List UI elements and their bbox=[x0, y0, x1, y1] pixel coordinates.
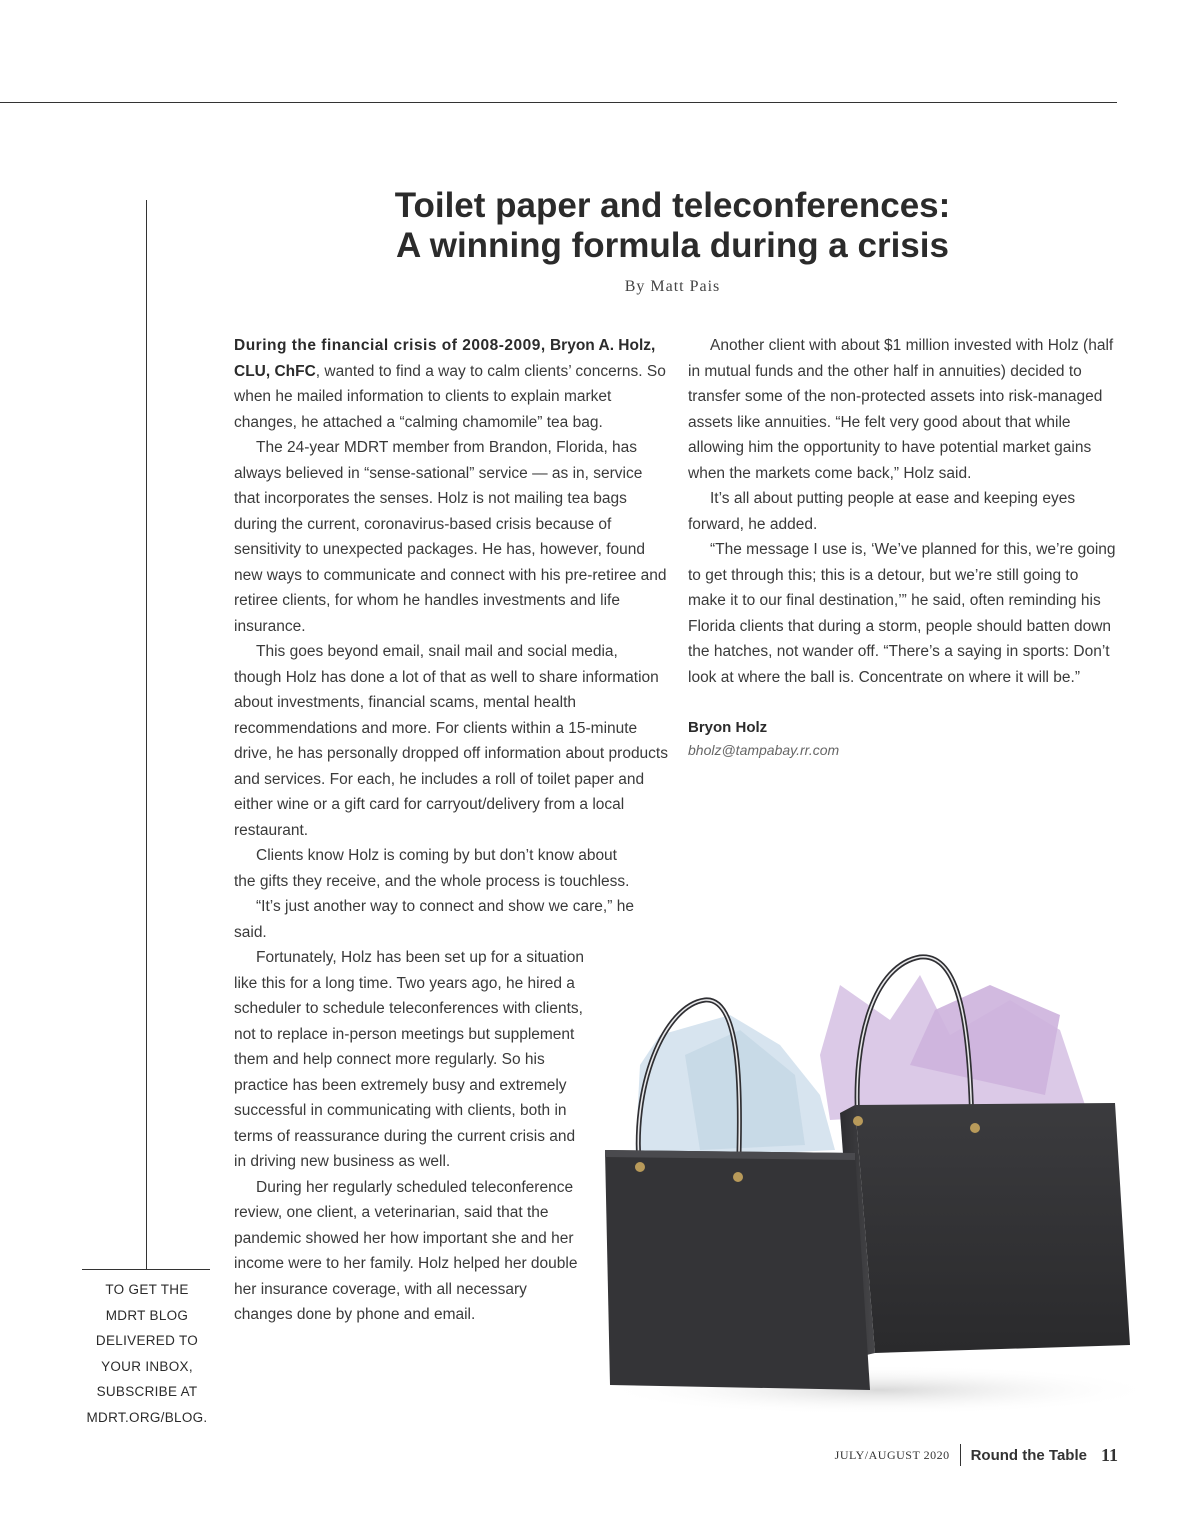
paragraph: “It’s just another way to connect and show we care,” he said. bbox=[234, 898, 634, 941]
shopping-bags-photo bbox=[590, 945, 1135, 1415]
paragraph: Clients know Holz is coming by but don’t know about the gifts they receive, and the whole process is touchless. bbox=[234, 847, 630, 890]
sidebar-horizontal-rule bbox=[82, 1269, 210, 1270]
note-line: DELIVERED TO bbox=[95, 1333, 199, 1348]
note-line: YOUR INBOX, bbox=[101, 1358, 193, 1374]
article-title-line-1: Toilet paper and teleconferences: bbox=[394, 186, 951, 225]
contact-name: Bryon Holz bbox=[688, 719, 768, 736]
paragraph: This goes beyond email, snail mail and social media, though Holz has done a lot of that as well to share information about investments, financial scams, mental health recommendations and more. For clients within a 15-minute drive, he has personally dropped off information about products and services. For each, he includes a roll of toilet paper and either wine or a gift card for carryout/delivery from a local restaurant. bbox=[234, 643, 668, 839]
paragraph: The 24-year MDRT member from Brandon, Florida, has always believed in “sense-sational” service — as in, service that incorporates the senses. Holz is not mailing tea bags during the current, coronavirus-based crisis because of sensitivity to unexpected packages. He has, however, found new ways to communicate and connect with his pre-retiree and retiree clients, for whom he handles investments and life insurance. bbox=[234, 439, 667, 635]
blog-subscribe-note bbox=[80, 1277, 214, 1430]
page-footer bbox=[835, 1440, 1118, 1470]
paragraph bbox=[234, 333, 668, 435]
note-line: SUBSCRIBE AT bbox=[96, 1384, 198, 1399]
subject-name: Bryon A. Holz, CLU, ChFC bbox=[234, 337, 656, 380]
paragraph: Fortunately, Holz has been set up for a situation like this for a long time. Two years ago, he hired a scheduler to schedule teleconferences with clients, not to replace in-person meetings but supplement them and help connect more regularly. So his practice has been extremely busy and extremely successful in communicating with clients, both in terms of reassurance during the current crisis and in driving new business as well. bbox=[234, 949, 584, 1170]
article-title bbox=[250, 186, 1095, 266]
magazine-name: Round the Table bbox=[970, 1446, 1087, 1464]
paragraph-text: , wanted to find a way to calm clients’ concerns. So when he mailed information to clients to explain market changes, he attached a “calming chamomile” tea bag. bbox=[234, 362, 666, 431]
sidebar-vertical-rule bbox=[146, 200, 147, 1270]
page-number: 11 bbox=[1100, 1444, 1118, 1465]
issue-date: JULY/AUGUST 2020 bbox=[834, 1447, 950, 1462]
paragraph: Another client with about $1 million invested with Holz (half in mutual funds and the other half in annuities) decided to transfer some of the non-protected assets into risk-managed assets like annuities. “He felt very good about that while allowing him the opportunity to have potential market gains when the markets come back,” Holz said. bbox=[688, 337, 1114, 482]
lead-in: During the financial crisis of 2008-2009, bbox=[234, 337, 546, 354]
article-byline: By Matt Pais bbox=[624, 278, 721, 295]
paragraph: During her regularly scheduled teleconference review, one client, a veterinarian, said that the pandemic showed her how important she and her income were to her family. Holz helped her double her insurance coverage, with all necessary changes done by phone and email. bbox=[234, 1178, 578, 1323]
note-line: MDRT BLOG bbox=[105, 1307, 189, 1323]
contact-email: bholz@tampabay.rr.com bbox=[688, 742, 840, 758]
footer-separator bbox=[960, 1444, 961, 1466]
article-title-line-2: A winning formula during a crisis bbox=[396, 226, 949, 265]
note-line: MDRT.ORG/BLOG. bbox=[86, 1409, 208, 1425]
paragraph: It’s all about putting people at ease and keeping eyes forward, he added. bbox=[688, 490, 1076, 533]
paragraph: “The message I use is, ‘We’ve planned for this, we’re going to get through this; this is a detour, but we’re still going to make it to our final destination,’” he said, often reminding his Florida clients that during a storm, people should batten down the hatches, not wander off. “There’s a saying in sports: Don’t look at where the ball is. Concentrate on where it will be.” bbox=[688, 541, 1116, 686]
article-right-column bbox=[688, 333, 1118, 760]
note-line: TO GET THE bbox=[105, 1282, 189, 1297]
top-divider bbox=[0, 102, 1117, 103]
